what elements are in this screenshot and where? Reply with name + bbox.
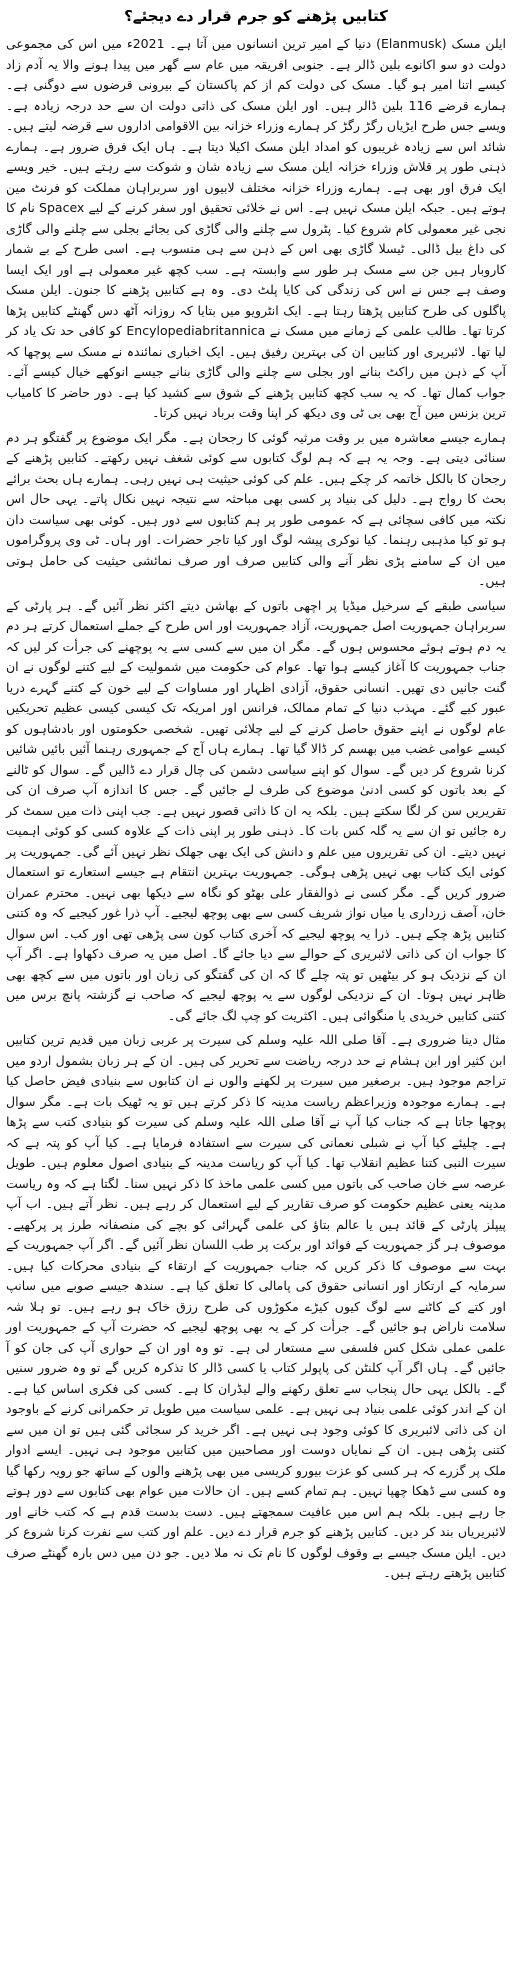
column-headline: کتابیں پڑھنے کو جرم قرار دے دیجئے؟ bbox=[124, 7, 388, 25]
paragraph-4: مثال دینا ضروری ہے۔ آقا صلی اللہ علیہ وسلم کی سیرت پر عربی زبان میں قدیم ترین کتابیں ابن کثیر اور ابن ہشام نے حد درجہ ریاضت سے تحریر کی ہیں۔ ان کے ہر زبان بشمول اردو میں تراجم موجود ہیں۔ برصغیر میں سیرت پر لکھنے والوں نے ان کتابوں سے بنیادی فیض حاصل کیا ہے۔ ہمارے موجودہ وزیراعظم ریاست مدینہ کا ذکر کرتے ہیں تو یہ ٹھیک بات ہے۔ مگر سوال پوچھا جاتا ہے کہ جناب کیا آپ نے آقا صلی اللہ علیہ وسلم کی سیرت کو بنیادی کتب سے پڑھا ہے۔ چلیئے کیا آپ نے شبلی نعمانی کی سیرت سے استفادہ فرمایا ہے۔ کیا آپ کو پتہ ہے کہ سیرت النبی کتنا عظیم انقلاب تھا۔ کیا آپ کو ریاست مدینہ کے بنیادی اصول معلوم ہیں۔ طویل عرصہ سے خان صاحب کی باتوں میں کسی علمی ماخذ کا ذکر نہیں سنا۔ لگتا ہے کہ وہ ریاست مدینہ یعنی عظیم حکومت کو صرف تقاریر کے لیے استعمال کر رہے ہیں۔ نظر آتے ہیں۔ اب آپ پیپلز پارٹی کے قائد ہیں یا عالم بتاؤ کی علمی گہرائی کو بچے کی منصفانہ طرز پر پرکھیے۔ موصوف ہر گز جمہوریت کے فوائد اور برکت پر طب اللسان نظر آئیں گے۔ اگر آپ جمہوریت کے بہت سے موصوف کا ذکر کریں کہ جناب جمہوریت کے ارتقاء کے بنیادی محرکات کیا ہیں۔ سرمایہ کے ارتکاز اور انسانی حقوق کی پامالی کا تعلق کیا ہے۔ سندھ جیسے صوبے میں سانپ اور کتے کے کاٹنے سے لوگ کیوں کیڑے مکوڑوں کی طرح رزق خاک ہو رہے ہیں۔ تو ہلا شہ سلامت ناراض ہو جائیں گے۔ جرأت کر کے یہ بھی پوچھ لیجیے کہ حضرت آپ کے جمہوریت اور علمی عملی شکل کس فلسفی سے مستعار لی ہے۔ تو وہ اور ان کے حواری آپ کی جان کو آ جائیں گے۔ ہاں اگر آپ کلنٹن کی پاپولر کتاب یا کسی ڈالر کا تذکرہ کریں گے تو وہ ضرور سنیں گے۔ بالکل یہی حال پنجاب سے تعلق رکھنے والے لیڈران کا ہے۔ کسی کی فکری اساس کیا ہے۔ ان کے اندر کوئی علمی بنیاد ہی نہیں ہے۔ علمی سیاست میں طویل تر حکمرانی کرنے کے باوجود ان کی ذاتی لائبریری کا کوئی وجود ہی نہیں ہے۔ اگر خرید کر سجائی گئی ہیں تو ان میں سے کتنی پڑھی ہیں۔ ان کے نمایاں دوست اور مصاحبین میں کتابیں موجود ہی نہیں۔ ایسے ادوار ملک پر گزرے کہ ہر کسی کو عزت بیورو کریسی میں بھی پڑھنے والوں کے ساتھ جو رویہ رکھا گیا وہ کسی سے ڈھکا چھپا نہیں۔ ہم تمام کسے ہیں۔ ان حالات میں عوام بھی کتابوں سے دور ہوتے جا رہے ہیں۔ بلکہ ہم اس میں عافیت سمجھتے ہیں۔ دست بدست قدم ہے کہ کتب خانے اور لائبریریاں بند کر دیں۔ کتابیں پڑھنے کو جرم قرار دے دیں۔ علم اور کتب سے نفرت کرنا شروع کر دیں۔ ایلن مسک جیسے بے وقوف لوگوں کا نام تک نہ ملا دیں۔ جو دن میں دس بارہ گھنٹے صرف کتابیں پڑھتے رہتے ہیں۔ bbox=[6, 1032, 506, 1580]
column-body bbox=[6, 34, 506, 1584]
paragraph-2: ہمارے جیسے معاشرہ میں بر وقت مرثیہ گوئی کا رجحان ہے۔ مگر ایک موضوع پر گفتگو ہر دم سنائی دیتی ہے۔ وجہ یہ ہے کہ ہم لوگ کتابوں سے کوئی شغف نہیں رکھتے۔ کتابیں پڑھنے کے رجحان کا بالکل خاتمہ کر چکے ہیں۔ علم کی کوئی حیثیت ہی نہیں رہی۔ ہمارے ہاں بحث برائے بحث کا رواج ہے۔ دلیل کی بنیاد پر کسی بھی مباحثہ سے نتیجہ نہیں نکال پاتے۔ یہی حال اس نکتہ میں کافی سچائی ہے کہ عمومی طور پر ہم کتابوں سے دور ہیں۔ کوئی بھی سیاست دان ہو تو کیا مذہبی رہنما۔ کیا نوکری پیشہ لوگ اور کیا تاجر حضرات۔ اور ہاں۔ ٹی وی پروگراموں میں ان کے سامنے پڑی نظر آنے والی کتابیں صرف اور صرف نمائشی حیثیت کی حامل ہوتی ہیں۔ bbox=[6, 429, 506, 588]
paragraph-3: سیاسی طبقے کے سرخیل میڈیا پر اچھی باتوں کے بھاشن دیتے اکثر نظر آئیں گے۔ ہر پارٹی کے سربراہان جمہوریت اصل جمہوریت، آزاد جمہوریت اور اس طرح کے جملے استعمال کرتے ہر دم یہ دم ہوتے ہوئے محسوس ہوں گے۔ مگر ان میں سے کسی سے یہ پوچھنے کی جرأت کر لیں کہ جناب جمہوریت کا آغاز کیسے ہوا تھا۔ عوام کی حکومت میں شمولیت کے لیے کتنے لوگوں نے ان گنت جانیں دی تھیں۔ انسانی حقوق، آزادی اظہار اور مساوات کے لیے خون کے کتنے گہرے دریا عبور کیے گئے۔ مہذب دنیا کے تمام ممالک، فرانس اور امریکہ تک کیسی کیسی عظیم تحریکیں عام لوگوں نے اپنے حقوق حاصل کرنے کے لیے چلائی تھیں۔ شخصی حکومتوں اور بادشاہوں کو کیسے عوامی غضب میں بھسم کر ڈالا گیا تھا۔ ہمارے ہاں آج کے جمہوری رہنما آئیں بائیں شائیں کرنا شروع کر دیں گے۔ سوال کو اپنے سیاسی دشمن کی چال قرار دے ڈالیں گے۔ سوال کو ٹالنے کے بعد باتوں کو کسی ادنیٰ موضوع کی طرف لے جائیں گے۔ جس کا اندازہ آپ صرف ان کی تقریریں سن کر لگا سکتے ہیں۔ بلکہ یہ ان کا ذاتی قصور نہیں ہے۔ جب اپنی ذات میں سمٹ کر رہ جائیں تو ان سے یہ گلہ کس بات کا۔ ذہنی طور پر اپنی ذات کے علاوہ کسی کو کوئی اہمیت نہیں دیتے۔ ان کی تقریروں میں علم و دانش کی ایک بھی جھلک نظر نہیں آئے گی۔ جمہوریت پر کوئی ایک کتاب بھی نہیں پڑھی ہوگی۔ جمہوریت بہترین انتقام ہے جیسے استعارے تو استعمال ضرور کریں گے۔ مگر کسی نے ذوالفقار علی بھٹو کو نگاہ سے دیکھا بھی نہیں۔ محترم عمران خان، آصف زرداری یا میاں نواز شریف کسی سے بھی پوچھ لیجیے۔ آپ ذرا غور کیجیے کہ وہ کتنی کتابیں پڑھ چکے ہیں۔ ذرا یہ پوچھ لیجیے کہ آخری کتاب کون سی پڑھی تھی اور کب۔ اس سوال کا جواب ان کی ذاتی لائبریری کے حوالے سے دیا جائے گا۔ اصل میں یہ صرف دکھاوا ہے۔ اگر آپ ان کے نزدیک ہو کر بیٹھیں تو پتہ چلے گا کہ ان کی گفتگو کی زبان اور باتوں میں سے کچھ بھی ظاہر نہیں ہوتا۔ ان کے نزدیکی لوگوں سے یہ پوچھ لیجیے کہ صاحب نے گزشتہ پانچ برس میں کتنی کتابیں خریدی یا منگوائی ہیں۔ اکثریت کو چپ لگ جائے گی۔ bbox=[6, 597, 506, 1023]
paragraph-1: ایلن مسک (Elanmusk) دنیا کے امیر ترین انسانوں میں آتا ہے۔ 2021ء میں اس کی مجموعی دولت دو سو اکانوے بلین ڈالر ہے۔ جنوبی افریقہ میں عام سے گھر میں پیدا ہونے والا یہ آدم زاد کیسے اتنا امیر ہو گیا۔ مسک کی دولت کم از کم پاکستان کے بیرونی قرضوں سے دوگنی ہے۔ ہمارے قرضے 116 بلین ڈالر ہیں۔ اور ایلن مسک کی ذاتی دولت ان سے حد درجہ زیادہ ہے۔ ویسے جس طرح ایڑیاں رگڑ رگڑ کر ہمارے وزراء خزانہ بین الاقوامی اداروں سے قرضہ لیتے ہیں۔ شائد اس سے زیادہ غریبوں کو امداد ایلن مسک اکیلا دیتا ہے۔ ہاں ایک فرق ضرور ہے۔ ہمارے ذہنی طور پر قلاش وزراء خزانہ ایلن مسک سے زیادہ شان و شوکت سے رہتے ہیں۔ خیر ویسے ایک فرق اور بھی ہے۔ ہمارے وزراء خزانہ مختلف لابیوں اور سربراہان مملکت کو فرنٹ مین ہوتے ہیں۔ جبکہ ایلن مسک نہیں ہے۔ اس نے خلائی تحقیق اور سفر کرنے کے لیے Spacex نام کا نجی غیر معمولی کام شروع کیا۔ پٹرول سے چلنے والی گاڑی کی بجائے بجلی سے چلنے والی گاڑی کی داغ بیل ڈالی۔ ٹیسلا گاڑی بھی اس کے ذہن سے ہی منسوب ہے۔ اسی طرح کے بے شمار کاروبار ہیں جن سے مسک ہر طور سے وابستہ ہے۔ سب کچھ غیر معمولی ہے اور ایک ایسا وصف ہے جس نے اس کی زندگی کی کایا پلٹ دی۔ وہ ہے کتابیں پڑھنے کا جنون۔ ایلن مسک پاگلوں کی طرح کتابیں پڑھتا رہتا ہے۔ ایک انٹرویو میں بتایا کہ روزانہ آٹھ دس گھنٹے کتابیں پڑھا کرتا تھا۔ طالب علمی کے زمانے میں مسک نے Encylopediabritannica کو کافی حد تک یاد کر لیا تھا۔ لائبریری اور کتابیں ان کی بہترین رفیق ہیں۔ ایک اخباری نمائندہ نے مسک سے پوچھا کہ آپ کے ذہن میں راکٹ بنانے اور بجلی سے چلنے والی گاڑی بنانے جیسے انوکھے خیال کیسے آئے۔ جواب کمال تھا۔ کہ یہ سب کچھ کتابیں پڑھنے کے شوق سے کشید کیا ہے۔ دور حاضر کا کامیاب ترین بزنس مین آج بھی بی ٹی وی دیکھ کر اپنا وقت برباد نہیں کرتا۔ bbox=[6, 36, 507, 420]
